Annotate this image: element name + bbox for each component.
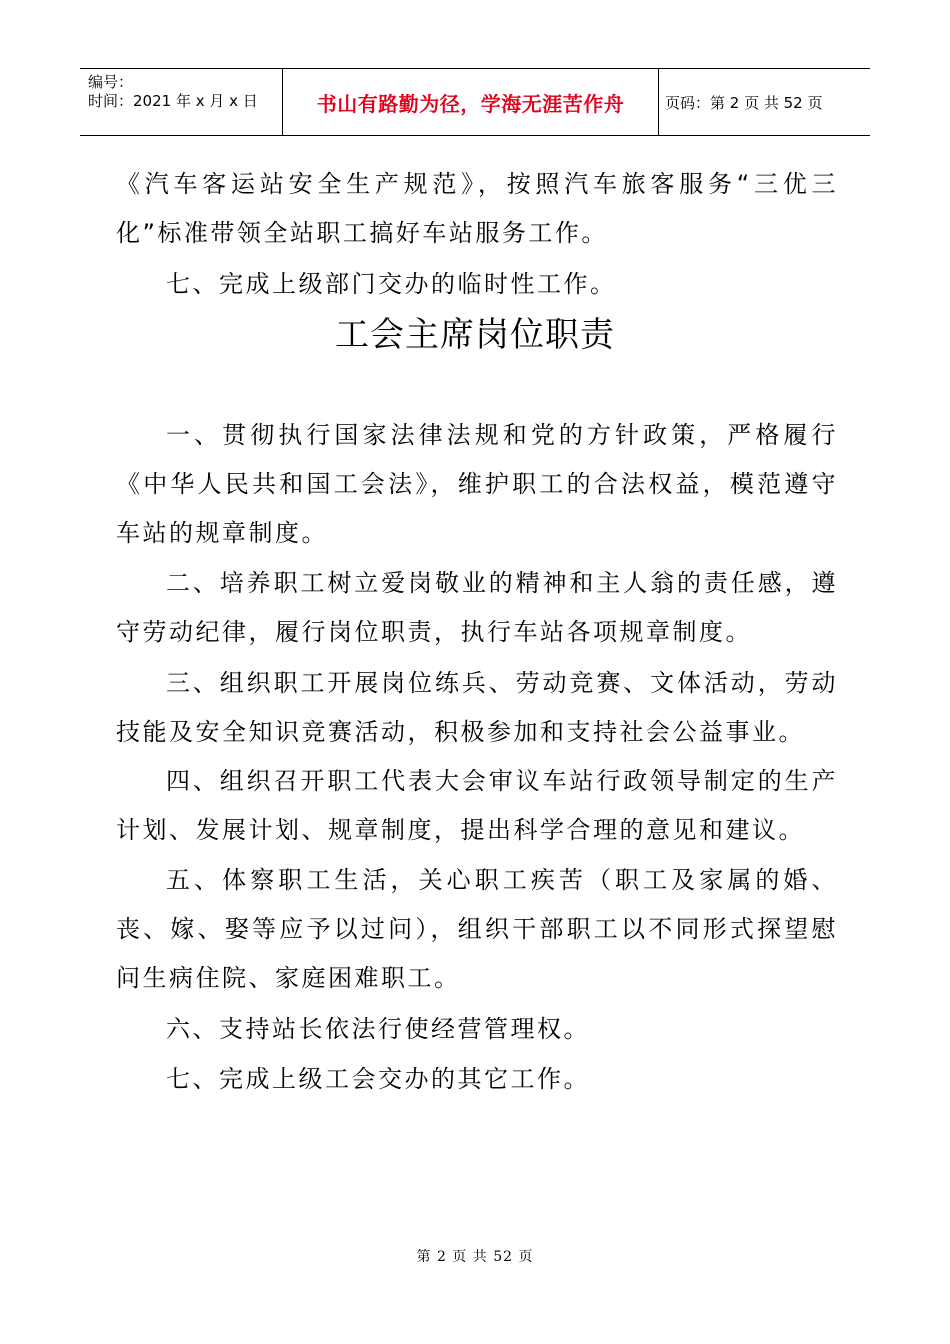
duty-item-7: 七、完成上级工会交办的其它工作。	[166, 1065, 590, 1093]
header-motto: 书山有路勤为径，学海无涯苦作舟	[283, 69, 659, 135]
duty-item-6: 六、支持站长依法行使经营管理权。	[166, 1015, 590, 1043]
section-title: 工会主席岗位职责	[335, 315, 615, 355]
document-number-label: 编号：	[88, 73, 134, 91]
duty-item-1: 一、贯彻执行国家法律法规和党的方针政策，严格履行《中华人民共和国工会法》，维护职工的合法权益，模范遵守车站的规章制度。	[116, 421, 838, 547]
duty-item-2: 二、培养职工树立爱岗敬业的精神和主人翁的责任感，遵守劳动纪律，履行岗位职责，执行车站各项规章制度。	[116, 569, 838, 646]
page-header	[80, 68, 870, 136]
header-page-info: 页码：第 2 页 共 52 页	[665, 93, 823, 112]
previous-section-item-7: 七、完成上级部门交办的临时性工作。	[166, 270, 617, 298]
duty-item-5: 五、体察职工生活，关心职工疾苦（职工及家属的婚、丧、嫁、娶等应予以过问），组织干部职工以不同形式探望慰问生病住院、家庭困难职工。	[116, 866, 838, 992]
continuation-paragraph: 《汽车客运站安全生产规范》，按照汽车旅客服务“三优三化”标准带领全站职工搞好车站服务工作。	[116, 170, 838, 247]
header-meta	[80, 69, 283, 135]
duty-item-3: 三、组织职工开展岗位练兵、劳动竞赛、文体活动，劳动技能及安全知识竞赛活动，积极参加和支持社会公益事业。	[116, 669, 838, 746]
page-footer: 第 2 页 共 52 页	[416, 1249, 534, 1265]
duty-item-4: 四、组织召开职工代表大会审议车站行政领导制定的生产计划、发展计划、规章制度，提出科学合理的意见和建议。	[116, 767, 838, 844]
document-time-label: 时间：2021 年 x 月 x 日	[88, 92, 258, 110]
